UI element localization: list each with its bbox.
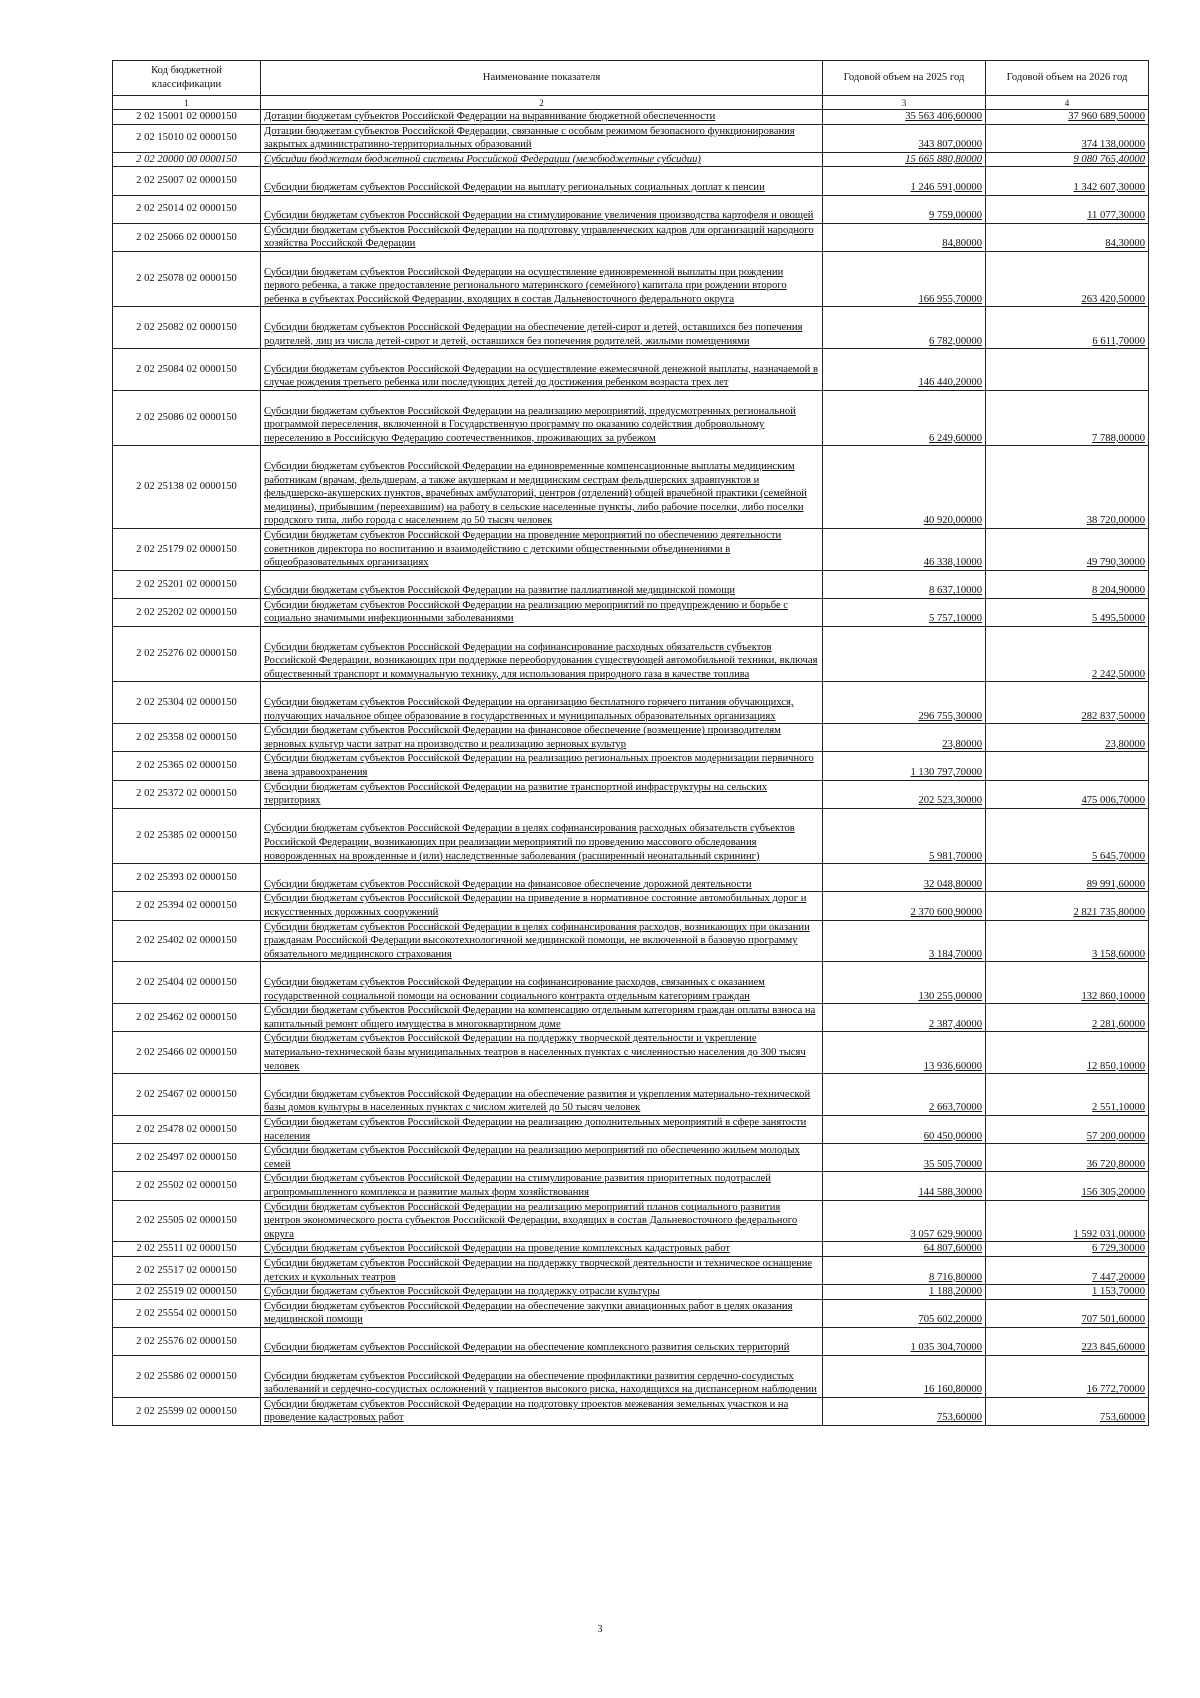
- row-value-2025: 23,80000: [823, 724, 986, 752]
- row-name: Субсидии бюджетам субъектов Российской Федерации на проведение комплексных кадастровых работ: [261, 1242, 823, 1257]
- row-code: 2 02 25517 02 0000150: [113, 1256, 261, 1284]
- row-value-2025: 5 757,10000: [823, 598, 986, 626]
- row-value-2026: 1 592 031,00000: [986, 1200, 1149, 1242]
- row-value-2026: 2 242,50000: [986, 627, 1149, 682]
- column-number: 4: [986, 96, 1149, 110]
- row-code: 2 02 25599 02 0000150: [113, 1397, 261, 1425]
- table-row: [113, 152, 1149, 167]
- column-number-row: [113, 96, 1149, 110]
- row-value-2026: 37 960 689,50000: [986, 110, 1149, 125]
- table-row: [113, 223, 1149, 251]
- row-value-2026: 475 006,70000: [986, 780, 1149, 808]
- row-code: 2 02 25276 02 0000150: [113, 627, 261, 682]
- table-row: [113, 1200, 1149, 1242]
- row-code: 2 02 25086 02 0000150: [113, 390, 261, 445]
- row-code: 2 02 25066 02 0000150: [113, 223, 261, 251]
- row-name: Субсидии бюджетам субъектов Российской Федерации на финансовое обеспечение (возмещение) производителям зерновых культур части затрат на производство и реализацию зерновых культур: [261, 724, 823, 752]
- row-value-2025: 144 588,30000: [823, 1172, 986, 1200]
- table-row: [113, 124, 1149, 152]
- row-code: 2 02 25462 02 0000150: [113, 1004, 261, 1032]
- table-row: [113, 307, 1149, 349]
- row-code: 2 02 15010 02 0000150: [113, 124, 261, 152]
- row-value-2025: 8 637,10000: [823, 570, 986, 598]
- row-value-2026: 5 645,70000: [986, 808, 1149, 863]
- row-code: 2 02 25554 02 0000150: [113, 1299, 261, 1327]
- table-row: [113, 110, 1149, 125]
- table-row: [113, 780, 1149, 808]
- row-value-2025: 1 130 797,70000: [823, 752, 986, 780]
- row-name: Субсидии бюджетам субъектов Российской Федерации на обеспечение комплексного развития сельских территорий: [261, 1327, 823, 1355]
- header-2026: Годовой объем на 2026 год: [986, 61, 1149, 96]
- row-value-2026: 2 821 735,80000: [986, 892, 1149, 920]
- table-row: [113, 1397, 1149, 1425]
- column-number: 2: [261, 96, 823, 110]
- row-value-2026: 49 790,30000: [986, 528, 1149, 570]
- row-code: 2 02 25201 02 0000150: [113, 570, 261, 598]
- row-value-2026: 11 077,30000: [986, 195, 1149, 223]
- row-value-2025: 15 665 880,80000: [823, 152, 986, 167]
- row-name: Дотации бюджетам субъектов Российской Федерации на выравнивание бюджетной обеспеченности: [261, 110, 823, 125]
- column-number: 1: [113, 96, 261, 110]
- row-value-2026: 7 447,20000: [986, 1256, 1149, 1284]
- row-code: 2 02 25394 02 0000150: [113, 892, 261, 920]
- table-row: [113, 390, 1149, 445]
- row-name: Субсидии бюджетам субъектов Российской Федерации на развитие транспортной инфраструктуры на сельских территориях: [261, 780, 823, 808]
- row-value-2026: 5 495,50000: [986, 598, 1149, 626]
- row-name: Субсидии бюджетам субъектов Российской Федерации на реализацию дополнительных мероприятий в сфере занятости населения: [261, 1115, 823, 1143]
- row-name: Субсидии бюджетам субъектов Российской Федерации на развитие паллиативной медицинской помощи: [261, 570, 823, 598]
- table-row: [113, 892, 1149, 920]
- row-name: Субсидии бюджетам субъектов Российской Федерации на реализацию мероприятий планов социального развития центров экономического роста субъектов Российской Федерации, входящих в состав Дальневосточного федерального округа: [261, 1200, 823, 1242]
- row-name: Субсидии бюджетам субъектов Российской Федерации на подготовку управленческих кадров для организаций народного хозяйства Российской Федерации: [261, 223, 823, 251]
- row-value-2026: 374 138,00000: [986, 124, 1149, 152]
- row-value-2026: 12 850,10000: [986, 1032, 1149, 1074]
- row-code: 2 02 25202 02 0000150: [113, 598, 261, 626]
- table-row: [113, 682, 1149, 724]
- table-row: [113, 349, 1149, 391]
- row-name: Субсидии бюджетам субъектов Российской Федерации на проведение мероприятий по обеспечению деятельности советников директора по воспитанию и взаимодействию с детскими общественными объединениями в общеобразовательных организациях: [261, 528, 823, 570]
- row-value-2025: 32 048,80000: [823, 864, 986, 892]
- row-code: 2 02 25078 02 0000150: [113, 251, 261, 306]
- row-value-2026: 57 200,00000: [986, 1115, 1149, 1143]
- table-row: [113, 528, 1149, 570]
- table-row: [113, 962, 1149, 1004]
- table-row: [113, 752, 1149, 780]
- row-code: 2 02 25304 02 0000150: [113, 682, 261, 724]
- row-name: Субсидии бюджетам субъектов Российской Федерации на реализацию мероприятий, предусмотренных региональной программой переселения, включенной в Государственную программу по оказанию содействия добровольному переселению в Российскую Федерацию соотечественников, проживающих за рубежом: [261, 390, 823, 445]
- row-value-2025: 3 057 629,90000: [823, 1200, 986, 1242]
- row-value-2025: 5 981,70000: [823, 808, 986, 863]
- row-value-2026: 263 420,50000: [986, 251, 1149, 306]
- row-code: 2 02 25497 02 0000150: [113, 1144, 261, 1172]
- row-value-2025: 35 563 406,60000: [823, 110, 986, 125]
- row-value-2025: 1 246 591,00000: [823, 167, 986, 195]
- row-name: Субсидии бюджетам субъектов Российской Федерации на подготовку проектов межевания земельных участков и на проведение кадастровых работ: [261, 1397, 823, 1425]
- table-row: [113, 195, 1149, 223]
- row-value-2025: [823, 627, 986, 682]
- table-row: [113, 251, 1149, 306]
- table-row: [113, 864, 1149, 892]
- table-row: [113, 920, 1149, 962]
- row-code: 2 02 25372 02 0000150: [113, 780, 261, 808]
- row-value-2026: 89 991,60000: [986, 864, 1149, 892]
- row-code: 2 02 25502 02 0000150: [113, 1172, 261, 1200]
- row-name: Субсидии бюджетам субъектов Российской Федерации на реализацию мероприятий по предупреждению и борьбе с социально значимыми инфекционными заболеваниями: [261, 598, 823, 626]
- row-code: 2 02 25014 02 0000150: [113, 195, 261, 223]
- row-value-2026: 753,60000: [986, 1397, 1149, 1425]
- row-value-2025: 16 160,80000: [823, 1356, 986, 1398]
- table-row: [113, 1172, 1149, 1200]
- row-code: 2 02 25007 02 0000150: [113, 167, 261, 195]
- row-value-2025: 40 920,00000: [823, 446, 986, 529]
- row-value-2025: 1 188,20000: [823, 1285, 986, 1300]
- row-code: 2 02 25478 02 0000150: [113, 1115, 261, 1143]
- row-value-2026: 16 772,70000: [986, 1356, 1149, 1398]
- budget-table: [112, 60, 1149, 1426]
- row-value-2026: 38 720,00000: [986, 446, 1149, 529]
- row-name: Субсидии бюджетам субъектов Российской Федерации на реализацию мероприятий по обеспечению жильем молодых семей: [261, 1144, 823, 1172]
- row-name: Субсидии бюджетам субъектов Российской Федерации на стимулирование увеличения производства картофеля и овощей: [261, 195, 823, 223]
- row-code: 2 02 25358 02 0000150: [113, 724, 261, 752]
- row-value-2026: 23,80000: [986, 724, 1149, 752]
- row-name: Субсидии бюджетам субъектов Российской Федерации на стимулирование развития приоритетных подотраслей агропромышленного комплекса и развитие малых форм хозяйствования: [261, 1172, 823, 1200]
- row-code: 2 02 25082 02 0000150: [113, 307, 261, 349]
- row-value-2026: 8 204,90000: [986, 570, 1149, 598]
- budget-table-container: [112, 60, 1148, 1426]
- row-value-2025: 35 505,70000: [823, 1144, 986, 1172]
- table-row: [113, 1242, 1149, 1257]
- row-value-2026: 84,30000: [986, 223, 1149, 251]
- row-value-2026: 2 551,10000: [986, 1074, 1149, 1116]
- row-name: Субсидии бюджетам бюджетной системы Российской Федерации (межбюджетные субсидии): [261, 152, 823, 167]
- row-code: 2 02 25393 02 0000150: [113, 864, 261, 892]
- row-name: Субсидии бюджетам субъектов Российской Федерации на обеспечение развития и укрепления материально-технической базы домов культуры в населенных пунктах с числом жителей до 50 тысяч человек: [261, 1074, 823, 1116]
- row-name: Субсидии бюджетам субъектов Российской Федерации на единовременные компенсационные выплаты медицинским работникам (врачам, фельдшерам, а также акушеркам и медицинским сестрам фельдшерских здравпунктов и фельдшерско-акушерских пунктов, врачебных амбулаторий, центров (отделений) общей врачебной практики (семейной медицины), прибывшим (переехавшим) на работу в сельские населенные пункты, либо рабочие поселки, либо поселки городского типа, либо города с населением до 50 тысяч человек: [261, 446, 823, 529]
- table-row: [113, 1285, 1149, 1300]
- row-value-2026: 223 845,60000: [986, 1327, 1149, 1355]
- row-value-2025: 753,60000: [823, 1397, 986, 1425]
- row-value-2025: 130 255,00000: [823, 962, 986, 1004]
- table-row: [113, 1299, 1149, 1327]
- table-row: [113, 570, 1149, 598]
- row-value-2025: 13 936,60000: [823, 1032, 986, 1074]
- row-value-2025: 60 450,00000: [823, 1115, 986, 1143]
- table-row: [113, 167, 1149, 195]
- row-code: 2 02 25467 02 0000150: [113, 1074, 261, 1116]
- row-code: 2 02 15001 02 0000150: [113, 110, 261, 125]
- row-value-2025: 146 440,20000: [823, 349, 986, 391]
- row-code: 2 02 25402 02 0000150: [113, 920, 261, 962]
- row-name: Субсидии бюджетам субъектов Российской Федерации на организацию бесплатного горячего питания обучающихся, получающих начальное общее образование в государственных и муниципальных образовательных организациях: [261, 682, 823, 724]
- row-value-2026: 2 281,60000: [986, 1004, 1149, 1032]
- row-code: 2 02 25466 02 0000150: [113, 1032, 261, 1074]
- row-value-2025: 2 387,40000: [823, 1004, 986, 1032]
- row-code: 2 02 25586 02 0000150: [113, 1356, 261, 1398]
- table-row: [113, 724, 1149, 752]
- row-value-2025: 1 035 304,70000: [823, 1327, 986, 1355]
- header-2025: Годовой объем на 2025 год: [823, 61, 986, 96]
- header-name: Наименование показателя: [261, 61, 823, 96]
- table-row: [113, 627, 1149, 682]
- row-value-2026: 3 158,60000: [986, 920, 1149, 962]
- row-code: 2 02 25519 02 0000150: [113, 1285, 261, 1300]
- row-code: 2 02 25511 02 0000150: [113, 1242, 261, 1257]
- row-name: Субсидии бюджетам субъектов Российской Федерации на поддержку творческой деятельности и техническое оснащение детских и кукольных театров: [261, 1256, 823, 1284]
- table-row: [113, 446, 1149, 529]
- table-row: [113, 1004, 1149, 1032]
- row-code: 2 02 25385 02 0000150: [113, 808, 261, 863]
- row-value-2026: 6 611,70000: [986, 307, 1149, 349]
- row-name: Субсидии бюджетам субъектов Российской Федерации на финансовое обеспечение дорожной деятельности: [261, 864, 823, 892]
- table-row: [113, 1115, 1149, 1143]
- page-number: 3: [597, 1624, 603, 1635]
- table-row: [113, 1144, 1149, 1172]
- row-value-2026: 9 080 765,40000: [986, 152, 1149, 167]
- row-value-2026: 707 501,60000: [986, 1299, 1149, 1327]
- row-code: 2 02 25365 02 0000150: [113, 752, 261, 780]
- row-code: 2 02 25505 02 0000150: [113, 1200, 261, 1242]
- header-code: Код бюджетной классификации: [113, 61, 261, 96]
- table-row: [113, 1074, 1149, 1116]
- row-value-2025: 84,80000: [823, 223, 986, 251]
- row-value-2026: 7 788,00000: [986, 390, 1149, 445]
- row-value-2026: 6 729,30000: [986, 1242, 1149, 1257]
- row-value-2026: 132 860,10000: [986, 962, 1149, 1004]
- row-value-2026: 156 305,20000: [986, 1172, 1149, 1200]
- row-name: Субсидии бюджетам субъектов Российской Федерации на приведение в нормативное состояние автомобильных дорог и искусственных дорожных сооружений: [261, 892, 823, 920]
- table-row: [113, 1256, 1149, 1284]
- row-code: 2 02 25138 02 0000150: [113, 446, 261, 529]
- row-name: Субсидии бюджетам субъектов Российской Федерации на поддержку отрасли культуры: [261, 1285, 823, 1300]
- row-value-2025: 166 955,70000: [823, 251, 986, 306]
- table-row: [113, 1327, 1149, 1355]
- row-value-2025: 46 338,10000: [823, 528, 986, 570]
- row-code: 2 02 25084 02 0000150: [113, 349, 261, 391]
- row-name: Субсидии бюджетам субъектов Российской Федерации на выплату региональных социальных доплат к пенсии: [261, 167, 823, 195]
- row-name: Субсидии бюджетам субъектов Российской Федерации на обеспечение профилактики развития сердечно-сосудистых заболеваний и сердечно-сосудистых осложнений у пациентов высокого риска, находящихся на диспансерном наблюдении: [261, 1356, 823, 1398]
- row-value-2025: 3 184,70000: [823, 920, 986, 962]
- row-value-2026: [986, 349, 1149, 391]
- row-name: Субсидии бюджетам субъектов Российской Федерации на осуществление ежемесячной денежной выплаты, назначаемой в случае рождения третьего ребенка или последующих детей до достижения ребенком возраста трех лет: [261, 349, 823, 391]
- row-value-2025: 6 249,60000: [823, 390, 986, 445]
- row-code: 2 02 25404 02 0000150: [113, 962, 261, 1004]
- row-value-2025: 8 716,80000: [823, 1256, 986, 1284]
- table-row: [113, 1032, 1149, 1074]
- row-code: 2 02 20000 00 0000150: [113, 152, 261, 167]
- row-name: Субсидии бюджетам субъектов Российской Федерации на софинансирование расходных обязательств субъектов Российской Федерации, возникающих при поддержке переоборудования существующей автомобильной техники, включая общественный транспорт и коммунальную технику, для использования природного газа в качестве топлива: [261, 627, 823, 682]
- row-value-2026: 36 720,80000: [986, 1144, 1149, 1172]
- row-value-2026: [986, 752, 1149, 780]
- row-name: Субсидии бюджетам субъектов Российской Федерации в целях софинансирования расходов, возникающих при оказании гражданам Российской Федерации высокотехнологичной медицинской помощи, не включенной в базовую программу обязательного медицинского страхования: [261, 920, 823, 962]
- row-name: Субсидии бюджетам субъектов Российской Федерации на софинансирование расходов, связанных с оказанием государственной социальной помощи на основании социального контракта отдельным категориям граждан: [261, 962, 823, 1004]
- table-header-row: [113, 61, 1149, 96]
- row-value-2025: 64 807,60000: [823, 1242, 986, 1257]
- row-value-2025: 6 782,00000: [823, 307, 986, 349]
- row-value-2026: 1 153,70000: [986, 1285, 1149, 1300]
- column-number: 3: [823, 96, 986, 110]
- row-name: Субсидии бюджетам субъектов Российской Федерации на осуществление единовременной выплаты при рождении первого ребенка, а также предоставление регионального материнского (семейного) капитала при рождении второго ребенка в субъектах Российской Федерации, входящих в состав Дальневосточного федерального округа: [261, 251, 823, 306]
- row-name: Субсидии бюджетам субъектов Российской Федерации в целях софинансирования расходных обязательств субъектов Российской Федерации, возникающих при реализации мероприятий по проведению массового обследования новорожденных на врожденные и (или) наследственные заболевания (расширенный неонатальный скрининг): [261, 808, 823, 863]
- row-name: Субсидии бюджетам субъектов Российской Федерации на компенсацию отдельным категориям граждан оплаты взноса на капитальный ремонт общего имущества в многоквартирном доме: [261, 1004, 823, 1032]
- row-name: Субсидии бюджетам субъектов Российской Федерации на обеспечение закупки авиационных работ в целях оказания медицинской помощи: [261, 1299, 823, 1327]
- row-name: Субсидии бюджетам субъектов Российской Федерации на обеспечение детей-сирот и детей, оставшихся без попечения родителей, лиц из числа детей-сирот и детей, оставшихся без попечения родителей, жилыми помещениями: [261, 307, 823, 349]
- table-body: [113, 110, 1149, 1426]
- row-value-2025: 9 759,00000: [823, 195, 986, 223]
- row-value-2025: 705 602,20000: [823, 1299, 986, 1327]
- table-row: [113, 598, 1149, 626]
- row-name: Дотации бюджетам субъектов Российской Федерации, связанные с особым режимом безопасного функционирования закрытых административно-территориальных образований: [261, 124, 823, 152]
- row-value-2026: 282 837,50000: [986, 682, 1149, 724]
- row-name: Субсидии бюджетам субъектов Российской Федерации на поддержку творческой деятельности и укрепление материально-технической базы муниципальных театров в населенных пунктах с численностью населения до 300 тысяч человек: [261, 1032, 823, 1074]
- table-row: [113, 1356, 1149, 1398]
- row-code: 2 02 25576 02 0000150: [113, 1327, 261, 1355]
- row-value-2025: 202 523,30000: [823, 780, 986, 808]
- row-value-2025: 2 663,70000: [823, 1074, 986, 1116]
- row-code: 2 02 25179 02 0000150: [113, 528, 261, 570]
- row-value-2025: 296 755,30000: [823, 682, 986, 724]
- row-value-2025: 2 370 600,90000: [823, 892, 986, 920]
- row-value-2026: 1 342 607,30000: [986, 167, 1149, 195]
- table-row: [113, 808, 1149, 863]
- row-name: Субсидии бюджетам субъектов Российской Федерации на реализацию региональных проектов модернизации первичного звена здравоохранения: [261, 752, 823, 780]
- row-value-2025: 343 807,00000: [823, 124, 986, 152]
